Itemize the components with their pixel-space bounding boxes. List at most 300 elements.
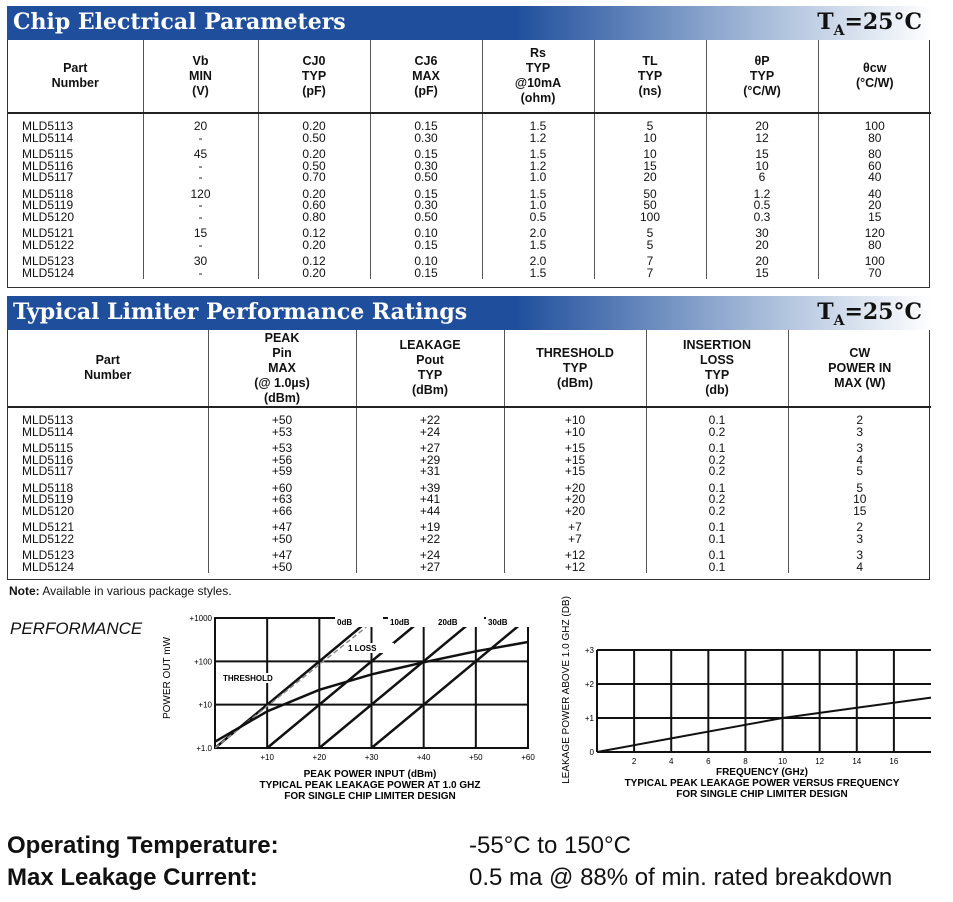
- chip-value: 0.20: [302, 186, 326, 201]
- chip-value: 40: [868, 186, 882, 201]
- limiter-value: +53: [271, 441, 293, 455]
- chart2-x-tick: 2: [631, 757, 637, 766]
- part-number: MLD5115: [22, 441, 74, 455]
- chip-value: 60: [868, 158, 882, 173]
- limiter-header-line: (@ 1.0µs): [254, 375, 310, 390]
- limiter-value: +47: [271, 520, 293, 534]
- operating-temperature-label: Operating Temperature:: [7, 832, 279, 859]
- limiter-value: 3: [856, 531, 864, 546]
- limiter-header-line: THRESHOLD: [536, 345, 614, 360]
- chart2-caption-1: TYPICAL PEAK LEAKAGE POWER VERSUS FREQUENCY: [624, 778, 900, 789]
- limiter-cell: [646, 438, 788, 478]
- limiter-value: +31: [419, 464, 441, 478]
- part-number: MLD5115: [22, 147, 74, 161]
- chip-cell: [8, 251, 143, 279]
- chip-cell: [258, 144, 370, 184]
- chip-header-3: [370, 40, 482, 113]
- limiter-value: +39: [419, 480, 441, 495]
- chip-header-line: @10mA: [514, 76, 562, 90]
- chip-cell: [370, 113, 482, 144]
- chip-cell: [482, 223, 594, 251]
- chip-value: 15: [643, 158, 657, 173]
- chip-value: 30: [755, 226, 769, 240]
- table-row: [8, 438, 931, 478]
- limiter-cell: [504, 407, 646, 438]
- chip-value: 20: [755, 237, 769, 252]
- limiter-value: 2: [856, 413, 864, 427]
- limiter-value: 0.1: [708, 413, 726, 427]
- chip-value: 2.0: [529, 254, 547, 268]
- limiter-header-line: Number: [84, 368, 132, 382]
- chart1-annotation: 10dB: [390, 618, 410, 627]
- chip-value: 0.50: [414, 209, 438, 224]
- chip-header-line: θcw: [863, 61, 887, 75]
- chip-cell: [143, 251, 258, 279]
- part-number: MLD5124: [22, 559, 75, 574]
- limiter-cell: [504, 545, 646, 573]
- table-row: [8, 251, 931, 279]
- limiter-header-line: CW: [849, 345, 871, 360]
- part-number: MLD5116: [22, 158, 74, 173]
- chip-value: 0.30: [414, 130, 438, 145]
- limiter-value: +7: [568, 520, 582, 534]
- limiter-header-1: [208, 330, 356, 407]
- chart1-annotation: 30dB: [488, 618, 508, 627]
- chip-value: 0.80: [302, 209, 326, 224]
- chip-cell: [8, 184, 143, 224]
- chip-cell: [818, 184, 931, 224]
- part-number: MLD5117: [22, 464, 74, 478]
- limiter-value: 5: [856, 480, 864, 495]
- limiter-cell: [8, 545, 208, 573]
- performance-label: PERFORMANCE: [10, 619, 143, 638]
- chip-value: 1.5: [529, 119, 547, 133]
- chart2-y-tick: +3: [584, 646, 594, 655]
- operating-temperature-value: -55°C to 150°C: [469, 832, 631, 859]
- chart2-y-tick: 0: [589, 748, 594, 757]
- limiter-value: +41: [419, 492, 441, 506]
- limiter-cell: [504, 517, 646, 545]
- chip-cell: [8, 113, 143, 144]
- chip-value: 1.5: [529, 237, 547, 252]
- chip-value: -: [198, 265, 203, 280]
- chip-header-line: CJ0: [302, 53, 326, 68]
- chip-header-5: [594, 40, 706, 113]
- chip-value: -: [198, 158, 203, 173]
- chip-value: 0.60: [302, 198, 326, 212]
- limiter-header-5: [788, 330, 931, 407]
- part-number: MLD5124: [22, 265, 75, 280]
- part-number: MLD5121: [22, 226, 75, 240]
- chip-value: 80: [868, 237, 882, 252]
- limiter-cell: [788, 545, 931, 573]
- chip-value: -: [198, 170, 203, 184]
- package-note: Note: Available in various package styles.: [9, 584, 232, 598]
- chip-value: 0.20: [302, 237, 326, 252]
- chart1-y-tick: +10: [198, 700, 212, 710]
- limiter-value: 2: [856, 520, 864, 534]
- chip-cell: [482, 113, 594, 144]
- chip-cell: [818, 113, 931, 144]
- limiter-cell: [208, 438, 356, 478]
- part-number: MLD5122: [22, 531, 75, 546]
- part-number: MLD5118: [22, 480, 74, 495]
- limiter-section-banner: [7, 296, 932, 330]
- chart2-x-tick: 14: [852, 757, 862, 766]
- limiter-cell: [356, 517, 504, 545]
- chip-cell: [482, 251, 594, 279]
- chip-value: 10: [643, 130, 657, 145]
- leakage-vs-frequency-chart: [555, 590, 935, 802]
- chip-value: 6: [758, 170, 766, 184]
- table-row: [8, 517, 931, 545]
- chip-value: 80: [868, 147, 882, 161]
- limiter-cell: [356, 407, 504, 438]
- chip-value: 0.50: [302, 130, 326, 145]
- limiter-section-title: Typical Limiter Performance Ratings: [13, 299, 468, 325]
- limiter-cell: [788, 407, 931, 438]
- limiter-cell: [646, 478, 788, 518]
- chart2-x-tick: 6: [706, 757, 711, 766]
- chip-cell: [370, 223, 482, 251]
- chip-value: 0.15: [414, 265, 438, 280]
- chip-cell: [818, 144, 931, 184]
- chip-value: 0.20: [302, 265, 326, 280]
- limiter-value: +15: [564, 464, 586, 478]
- chip-value: 1.0: [529, 170, 547, 184]
- limiter-value: +24: [419, 548, 441, 562]
- limiter-header-line: Pin: [272, 345, 292, 360]
- limiter-value: +27: [419, 441, 441, 455]
- chip-header-6: [706, 40, 818, 113]
- chip-cell: [818, 251, 931, 279]
- chart2-x-tick: 12: [815, 757, 825, 766]
- limiter-header-line: (dBm): [263, 390, 301, 405]
- limiter-header-line: TYP: [704, 368, 730, 382]
- part-number: MLD5114: [22, 424, 74, 439]
- limiter-cell: [646, 545, 788, 573]
- part-number: MLD5117: [22, 170, 74, 184]
- chart2-caption-2: FOR SINGLE CHIP LIMITER DESIGN: [676, 789, 848, 800]
- limiter-cell: [8, 438, 208, 478]
- chip-value: 15: [868, 209, 882, 224]
- limiter-cell: [208, 545, 356, 573]
- chip-header-2: [258, 40, 370, 113]
- limiter-value: +10: [564, 424, 586, 439]
- chip-value: 0.50: [414, 170, 438, 184]
- chip-value: 0.30: [414, 158, 438, 173]
- limiter-cell: [646, 407, 788, 438]
- chart2-series-line: [597, 698, 931, 752]
- limiter-header-line: Pout: [416, 353, 444, 367]
- table-row: [8, 144, 931, 184]
- chart1-annotation: THRESHOLD: [223, 674, 273, 683]
- limiter-header-line: INSERTION: [682, 338, 752, 352]
- part-number: MLD5121: [22, 520, 75, 534]
- chip-value: 30: [193, 254, 208, 268]
- chip-header-line: Vb: [192, 53, 209, 68]
- limiter-value: +29: [419, 452, 441, 467]
- chip-value: 50: [643, 186, 657, 201]
- table-row: [8, 478, 931, 518]
- chart1-y-tick: +1000: [189, 614, 212, 623]
- limiter-value: 4: [856, 559, 864, 574]
- chip-value: 0.15: [414, 186, 438, 201]
- chip-header-line: Number: [51, 76, 99, 90]
- chip-header-line: MAX: [412, 68, 440, 83]
- limiter-header-line: PEAK: [264, 330, 300, 345]
- chip-value: 0.5: [753, 198, 771, 212]
- chip-cell: [8, 144, 143, 184]
- chart1-xlabel: PEAK POWER INPUT (dBm): [303, 769, 437, 780]
- chip-value: 0.15: [414, 237, 438, 252]
- chip-header-line: CJ6: [414, 53, 438, 68]
- chip-value: 50: [643, 198, 657, 212]
- chip-value: -: [198, 237, 203, 252]
- chip-header-line: TYP: [525, 61, 551, 75]
- table-row: [8, 407, 931, 438]
- chip-value: 100: [864, 254, 885, 268]
- chip-cell: [594, 251, 706, 279]
- chip-cell: [258, 251, 370, 279]
- chip-section-banner: [7, 6, 932, 40]
- limiter-value: +56: [271, 452, 293, 467]
- chart2-ylabel: LEAKAGE POWER ABOVE 1.0 GHZ (DB): [561, 596, 572, 784]
- limiter-header-0: [8, 330, 208, 407]
- chip-header-7: [818, 40, 931, 113]
- chart1-x-tick: +30: [364, 753, 379, 762]
- limiter-cell: [788, 438, 931, 478]
- part-number: MLD5118: [22, 186, 74, 201]
- chip-value: 70: [868, 265, 882, 280]
- chip-header-line: TYP: [637, 68, 663, 83]
- limiter-value: +12: [564, 548, 586, 562]
- limiter-cell: [208, 407, 356, 438]
- part-number: MLD5119: [22, 492, 74, 506]
- limiter-value: +60: [271, 480, 293, 495]
- limiter-header-line: (dBm): [411, 383, 449, 397]
- limiter-cell: [356, 478, 504, 518]
- limiter-value: 0.1: [708, 480, 726, 495]
- part-number: MLD5114: [22, 130, 74, 145]
- limiter-value: +50: [271, 531, 293, 546]
- chip-parameters-table: [7, 40, 930, 288]
- chip-value: 0.3: [753, 209, 771, 224]
- max-leakage-current-label: Max Leakage Current:: [7, 864, 258, 891]
- chip-value: 20: [643, 170, 657, 184]
- chip-value: 1.2: [753, 186, 771, 201]
- chip-section-title: Chip Electrical Parameters: [13, 9, 346, 35]
- limiter-value: +47: [271, 548, 293, 562]
- limiter-value: 4: [856, 452, 864, 467]
- chip-header-4: [482, 40, 594, 113]
- limiter-value: 10: [853, 492, 867, 506]
- chip-value: 7: [646, 254, 654, 268]
- table-row: [8, 184, 931, 224]
- limiter-header-3: [504, 330, 646, 407]
- chart2-y-tick: +2: [584, 680, 594, 689]
- limiter-cell: [356, 438, 504, 478]
- chip-value: -: [198, 130, 203, 145]
- limiter-value: +66: [271, 503, 293, 518]
- limiter-cell: [504, 438, 646, 478]
- part-number: MLD5120: [22, 209, 75, 224]
- chip-cell: [594, 184, 706, 224]
- chip-value: 20: [755, 254, 769, 268]
- chip-value: 0.15: [414, 119, 438, 133]
- chip-value: 120: [190, 186, 211, 201]
- chip-cell: [370, 184, 482, 224]
- chip-header-line: Part: [63, 61, 88, 75]
- chip-value: 100: [639, 209, 661, 224]
- table-row: [8, 545, 931, 573]
- limiter-value: +20: [564, 492, 586, 506]
- chip-value: 0.70: [302, 170, 326, 184]
- chip-value: 0.15: [414, 147, 438, 161]
- chart1-x-tick: +50: [469, 753, 483, 762]
- chip-header-line: MIN: [189, 68, 212, 83]
- limiter-value: 0.1: [708, 531, 726, 546]
- limiter-value: 0.2: [708, 452, 726, 467]
- chip-value: 45: [193, 147, 208, 161]
- limiter-value: 0.2: [708, 464, 726, 478]
- limiter-cell: [208, 478, 356, 518]
- limiter-value: +50: [271, 413, 293, 427]
- chart1-caption-2: FOR SINGLE CHIP LIMITER DESIGN: [284, 791, 456, 802]
- limiter-value: 0.2: [708, 503, 726, 518]
- chip-value: 7: [646, 265, 654, 280]
- chip-cell: [706, 223, 818, 251]
- chip-value: 10: [643, 147, 657, 161]
- part-number: MLD5116: [22, 452, 74, 467]
- chip-cell: [370, 144, 482, 184]
- limiter-section-temperature: $T_A=25^\circ C$: [817, 299, 922, 329]
- limiter-cell: [8, 517, 208, 545]
- chip-value: 5: [646, 237, 654, 252]
- limiter-value: 3: [856, 548, 864, 562]
- chip-cell: [706, 113, 818, 144]
- part-number: MLD5119: [22, 198, 74, 212]
- limiter-value: +20: [564, 503, 586, 518]
- chip-cell: [706, 144, 818, 184]
- limiter-header-line: MAX: [268, 360, 296, 375]
- chip-value: 15: [755, 147, 769, 161]
- chip-value: 1.0: [529, 198, 547, 212]
- chip-header-line: θP: [754, 53, 770, 68]
- chart2-xlabel: FREQUENCY (GHz): [715, 767, 809, 778]
- limiter-header-line: (dBm): [556, 375, 594, 390]
- chart2-x-tick: 8: [743, 757, 748, 766]
- chip-cell: [706, 184, 818, 224]
- chip-value: 0.12: [302, 226, 326, 240]
- limiter-cell: [504, 478, 646, 518]
- chip-value: 1.2: [529, 158, 547, 173]
- limiter-value: +10: [564, 413, 586, 427]
- chip-cell: [594, 113, 706, 144]
- chart1-x-tick: +60: [521, 753, 535, 762]
- chart1-y-tick: +1.0: [196, 744, 212, 753]
- chip-value: 80: [868, 130, 882, 145]
- limiter-value: 0.1: [708, 520, 726, 534]
- chip-value: 15: [755, 265, 769, 280]
- chart1-y-tick: +100: [193, 657, 212, 667]
- chip-value: 2.0: [529, 226, 547, 240]
- chip-value: 1.5: [529, 147, 547, 161]
- chip-value: -: [198, 209, 203, 224]
- limiter-value: +50: [271, 559, 293, 574]
- chart1-x-tick: +40: [416, 753, 431, 762]
- part-number: MLD5113: [22, 119, 74, 133]
- limiter-cell: [8, 407, 208, 438]
- chip-value: 0.50: [302, 158, 326, 173]
- chip-section-temperature: $T_A=25^\circ C$: [817, 9, 922, 39]
- limiter-value: +15: [564, 452, 586, 467]
- chart1-x-tick: +20: [312, 753, 327, 762]
- chip-value: 0.20: [302, 147, 326, 161]
- chip-value: 15: [193, 226, 208, 240]
- chip-value: 10: [755, 158, 769, 173]
- limiter-value: 3: [856, 441, 864, 455]
- limiter-header-line: TYP: [417, 368, 443, 382]
- chart1-annotation: 0dB: [337, 618, 353, 627]
- part-number: MLD5123: [22, 254, 75, 268]
- limiter-value: 5: [856, 464, 864, 478]
- limiter-header-line: POWER IN: [828, 360, 892, 375]
- chip-value: 100: [864, 119, 885, 133]
- chip-value: 0.5: [529, 209, 547, 224]
- chip-value: 0.20: [302, 119, 326, 133]
- part-number: MLD5122: [22, 237, 75, 252]
- limiter-ratings-table: [7, 330, 930, 580]
- limiter-value: 3: [856, 424, 864, 439]
- chart2-x-tick: 10: [778, 757, 788, 766]
- chip-value: 20: [755, 119, 769, 133]
- chip-value: 1.5: [529, 186, 547, 201]
- chip-header-line: (pF): [302, 83, 326, 98]
- chart1-annotation: 1 LOSS: [348, 644, 377, 653]
- chip-header-line: (ohm): [520, 91, 556, 105]
- limiter-value: +24: [419, 424, 441, 439]
- limiter-header-line: TYP: [562, 360, 588, 375]
- chip-header-line: (pF): [414, 83, 438, 98]
- chart1-ylabel: POWER OUT mW: [162, 636, 173, 720]
- chip-header-1: [143, 40, 258, 113]
- chip-header-line: TYP: [749, 68, 775, 83]
- limiter-header-line: (db): [705, 383, 729, 397]
- chip-value: 0.10: [414, 254, 438, 268]
- chip-cell: [143, 144, 258, 184]
- limiter-value: +12: [564, 559, 586, 574]
- limiter-cell: [788, 478, 931, 518]
- limiter-cell: [788, 517, 931, 545]
- chart2-x-tick: 4: [668, 757, 674, 766]
- part-number: MLD5120: [22, 503, 75, 518]
- chip-header-line: TL: [642, 53, 658, 68]
- limiter-header-line: LEAKAGE: [399, 338, 461, 352]
- chip-value: 0.12: [302, 254, 326, 268]
- chip-cell: [594, 223, 706, 251]
- limiter-value: +7: [568, 531, 582, 546]
- limiter-value: 0.2: [708, 424, 726, 439]
- limiter-cell: [8, 478, 208, 518]
- chip-header-0: [8, 40, 143, 113]
- table-row: [8, 223, 931, 251]
- chip-cell: [258, 113, 370, 144]
- chart1-series-line: [372, 618, 529, 748]
- chart1-caption-1: TYPICAL PEAK LEAKAGE POWER AT 1.0 GHZ: [259, 780, 481, 791]
- chip-cell: [8, 223, 143, 251]
- chip-header-line: Rs: [530, 46, 546, 60]
